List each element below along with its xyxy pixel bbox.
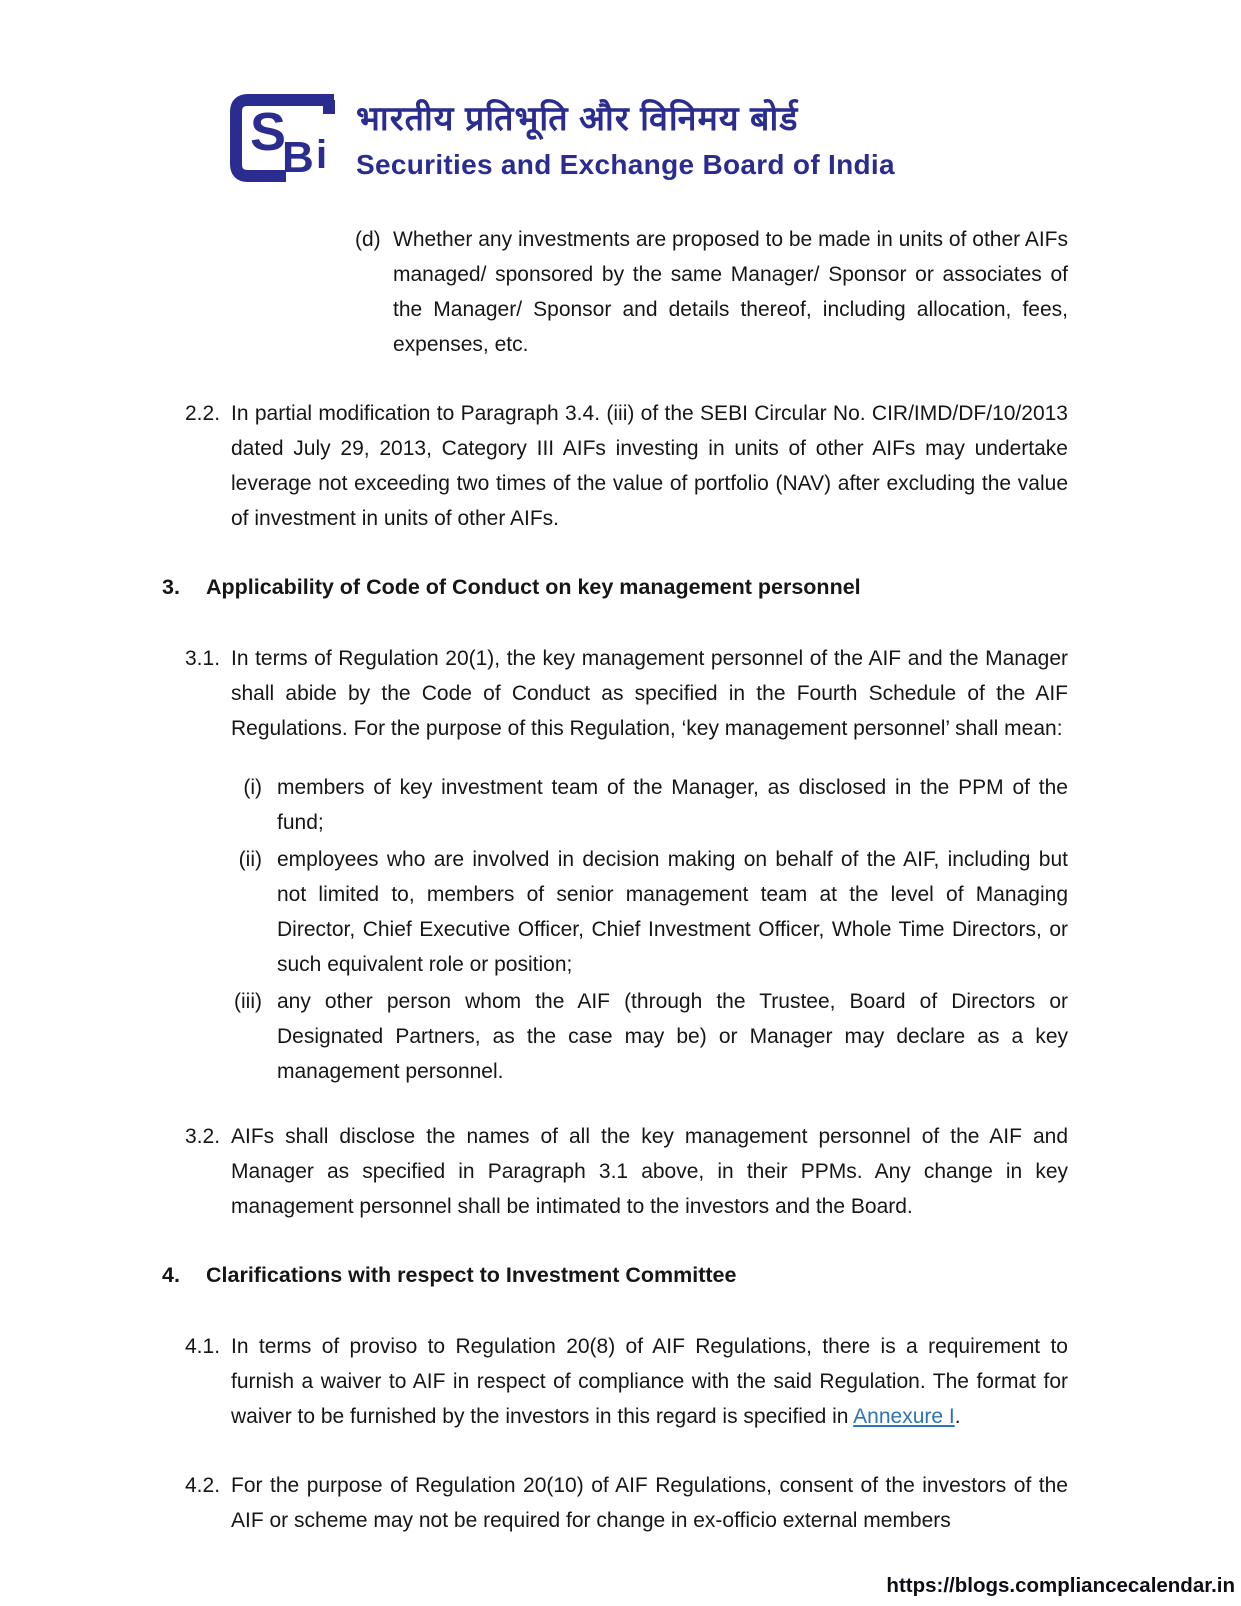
paragraph-2-2 [185, 396, 1068, 536]
paragraph-d-label: (d) [355, 228, 381, 251]
list-item-i-text: members of key investment team of the Manager, as disclosed in the PPM of the fund; [277, 776, 1068, 834]
paragraph-4-1 [185, 1329, 1068, 1434]
svg-text:i: i [316, 133, 328, 177]
list-item-ii [224, 842, 1068, 982]
paragraph-4-2 [185, 1468, 1068, 1538]
paragraph-3-1-label: 3.1. [185, 647, 221, 670]
paragraph-4-1-text-before-link: In terms of proviso to Regulation 20(8) of AIF Regulations, there is a requirement to furnish a waiver to AIF in respect of compliance with the said Regulation. The format for waiver to be furnished by the investors in this regard is specified in [231, 1335, 1068, 1428]
annexure-1-link[interactable]: Annexure I [853, 1405, 955, 1428]
section-3-heading [162, 570, 1068, 605]
section-3-number: 3. [162, 575, 180, 599]
paragraph-2-2-label: 2.2. [185, 402, 221, 425]
list-item-i-label: (i) [243, 776, 262, 799]
paragraph-d-text: Whether any investments are proposed to be made in units of other AIFs managed/ sponsored by the same Manager/ Sponsor or associates of the Manager/ Sponsor and details thereof, including allocation, fees, expenses, etc. [393, 228, 1068, 356]
paragraph-3-2-text: AIFs shall disclose the names of all the key management personnel of the AIF and Manager as specified in Paragraph 3.1 above, in their PPMs. Any change in key management personnel shall be intimated to the investors and the Board. [231, 1125, 1068, 1218]
sebi-header [226, 84, 895, 193]
list-item-i [224, 770, 1068, 840]
list-item-iii-text: any other person whom the AIF (through the Trustee, Board of Directors or Designated Partners, as the case may be) or Manager may declare as a key management personnel. [277, 990, 1068, 1083]
paragraph-4-1-label: 4.1. [185, 1335, 221, 1358]
list-item-ii-text: employees who are involved in decision making on behalf of the AIF, including but not limited to, members of senior management team at the level of Managing Director, Chief Executive Officer, Chief Investment Officer, Whole Time Directors, or such equivalent role or position; [277, 848, 1068, 976]
section-4-number: 4. [162, 1263, 180, 1287]
paragraph-2-2-text: In partial modification to Paragraph 3.4. (iii) of the SEBI Circular No. CIR/IMD/DF/10/2013 dated July 29, 2013, Category III AIFs investing in units of other AIFs may undertake leverage not exceeding two times of the value of portfolio (NAV) after excluding the value of investment in units of other AIFs. [231, 402, 1068, 530]
paragraph-3-2-label: 3.2. [185, 1125, 221, 1148]
section-4-title: Clarifications with respect to Investment Committee [206, 1263, 737, 1287]
paragraph-3-1-text: In terms of Regulation 20(1), the key management personnel of the AIF and the Manager shall abide by the Code of Conduct as specified in the Fourth Schedule of the AIF Regulations. For the purpose of this Regulation, ‘key management personnel’ shall mean: [231, 647, 1068, 740]
list-item-ii-label: (ii) [238, 848, 262, 871]
paragraph-3-1 [185, 641, 1068, 746]
section-4-heading [162, 1258, 1068, 1293]
footer-url-link[interactable]: https://blogs.compliancecalendar.in [886, 1574, 1235, 1597]
paragraph-4-2-label: 4.2. [185, 1474, 221, 1497]
document-body [162, 222, 1068, 1572]
list-item-iii-label: (iii) [234, 990, 262, 1013]
sebi-hindi-title: भारतीय प्रतिभूति और विनिमय बोर्ड [356, 99, 799, 138]
sebi-logo-text [356, 93, 895, 185]
sebi-logo-icon [226, 84, 338, 193]
paragraph-3-2 [185, 1119, 1068, 1224]
svg-text:S: S [250, 102, 287, 162]
section-3-title: Applicability of Code of Conduct on key management personnel [206, 575, 861, 599]
list-item-iii [224, 984, 1068, 1089]
svg-text:B: B [282, 133, 314, 182]
paragraph-4-2-text: For the purpose of Regulation 20(10) of AIF Regulations, consent of the investors of the AIF or scheme may not be required for change in ex-officio external members [231, 1474, 1068, 1532]
paragraph-4-1-text-after-link: . [954, 1405, 961, 1428]
paragraph-4-1-text [231, 1329, 1068, 1434]
paragraph-d [355, 222, 1068, 362]
sebi-english-title: Securities and Exchange Board of India [356, 148, 895, 180]
